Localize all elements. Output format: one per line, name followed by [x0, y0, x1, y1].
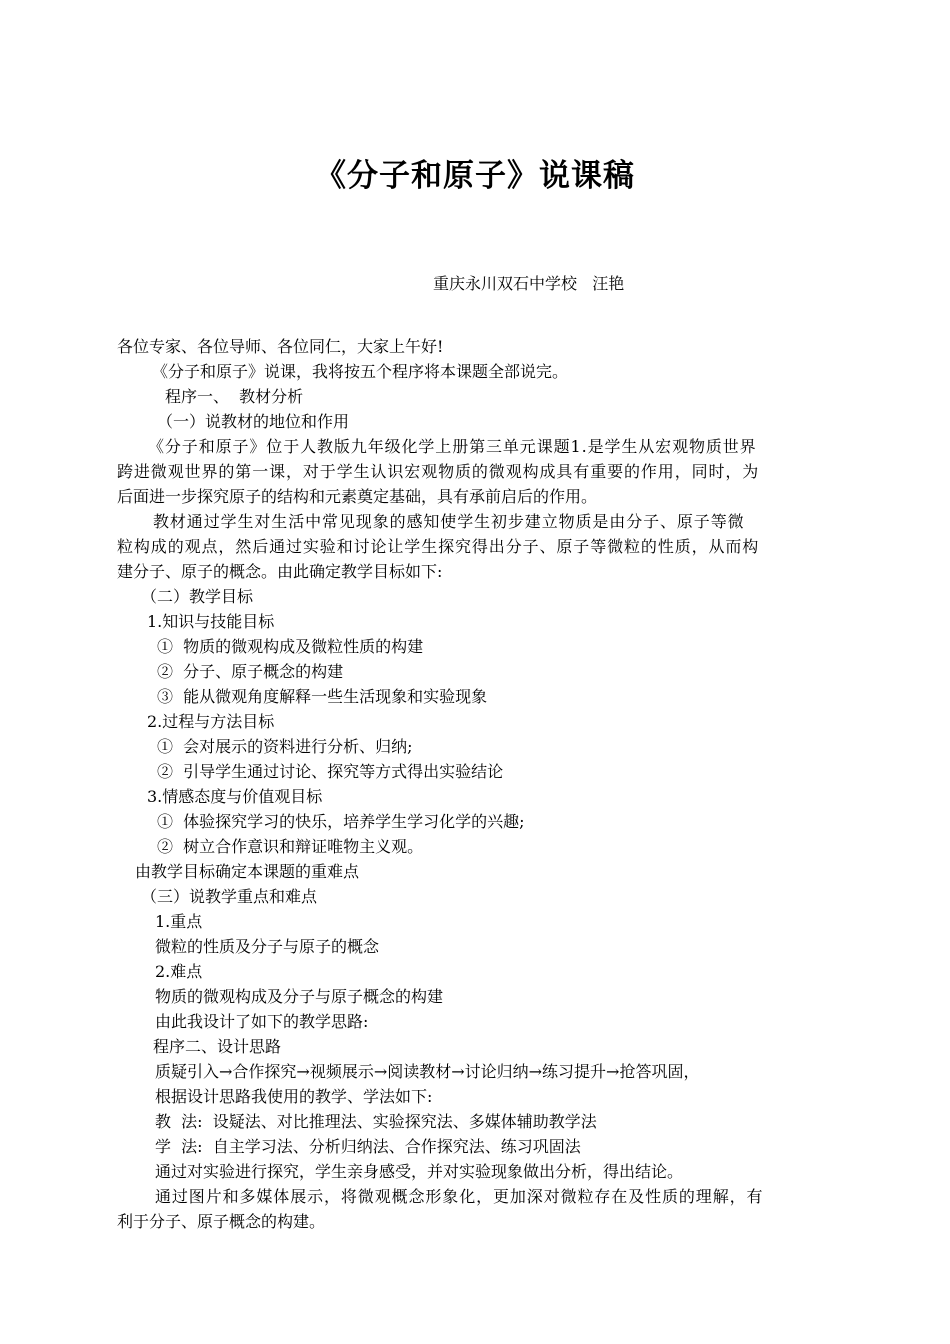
list-item: ② 引导学生通过讨论、探究等方式得出实验结论: [157, 762, 504, 781]
paragraph-line: 后面进一步探究原子的结构和元素奠定基础，具有承前启后的作用。: [117, 487, 598, 506]
paragraph-line: 教材通过学生对生活中常见现象的感知使学生初步建立物质是由分子、原子等微: [153, 512, 745, 531]
page-title: 《分子和原子》说课稿: [315, 158, 635, 194]
teaching-method-line: 教 法: 设疑法、对比推理法、实验探究法、多媒体辅助教学法: [155, 1112, 597, 1131]
intro: 《分子和原子》说课，我将按五个程序将本课题全部说完。: [152, 362, 569, 381]
section-heading: 程序一、 教材分析: [165, 387, 304, 406]
learning-method-line: 学 法: 自主学习法、分析归纳法、合作探究法、练习巩固法: [155, 1137, 581, 1156]
subsection-heading: （一）说教材的地位和作用: [157, 412, 350, 431]
key-point-heading: 1.重点: [155, 912, 203, 931]
list-item: ② 分子、原子概念的构建: [157, 662, 344, 681]
objective-heading: 1.知识与技能目标: [147, 612, 275, 631]
list-item: ② 树立合作意识和辩证唯物主义观。: [157, 837, 424, 856]
paragraph-line: 利于分子、原子概念的构建。: [117, 1212, 326, 1231]
subsection-heading: （二）教学目标: [141, 587, 254, 606]
difficulty-text: 物质的微观构成及分子与原子概念的构建: [155, 987, 444, 1006]
objective-heading: 2.过程与方法目标: [147, 712, 275, 731]
key-point-text: 微粒的性质及分子与原子的概念: [155, 937, 380, 956]
list-item: ① 体验探究学习的快乐，培养学生学习化学的兴趣;: [157, 812, 525, 831]
paragraph-line: 由此我设计了如下的教学思路:: [155, 1012, 369, 1031]
paragraph-line: 《分子和原子》位于人教版九年级化学上册第三单元课题1.是学生从宏观物质世界: [148, 437, 757, 456]
paragraph-line: 根据设计思路我使用的教学、学法如下:: [155, 1087, 433, 1106]
paragraph-line: 通过对实验进行探究，学生亲身感受，并对实验现象做出分析，得出结论。: [155, 1162, 684, 1181]
author-line: 重庆永川双石中学校 汪艳: [433, 274, 625, 293]
paragraph-line: 粒构成的观点，然后通过实验和讨论让学生探究得出分子、原子等微粒的性质，从而构: [117, 537, 760, 556]
objective-heading: 3.情感态度与价值观目标: [147, 787, 323, 806]
difficulty-heading: 2.难点: [155, 962, 203, 981]
list-item: ③ 能从微观角度解释一些生活现象和实验现象: [157, 687, 488, 706]
subsection-heading: （三）说教学重点和难点: [141, 887, 318, 906]
list-item: ① 会对展示的资料进行分析、归纳;: [157, 737, 413, 756]
paragraph-line: 由教学目标确定本课题的重难点: [135, 862, 360, 881]
greeting: 各位专家、各位导师、各位同仁，大家上午好!: [117, 337, 444, 356]
paragraph-line: 通过图片和多媒体展示，将微观概念形象化，更加深对微粒存在及性质的理解，有: [155, 1187, 764, 1206]
section-heading: 程序二、设计思路: [153, 1037, 282, 1056]
paragraph-line: 质疑引入→合作探究→视频展示→阅读教材→讨论归纳→练习提升→抢答巩固，: [155, 1062, 700, 1081]
list-item: ① 物质的微观构成及微粒性质的构建: [157, 637, 424, 656]
paragraph-line: 建分子、原子的概念。由此确定教学目标如下:: [117, 562, 443, 581]
paragraph-line: 跨进微观世界的第一课，对于学生认识宏观物质的微观构成具有重要的作用，同时，为: [117, 462, 760, 481]
